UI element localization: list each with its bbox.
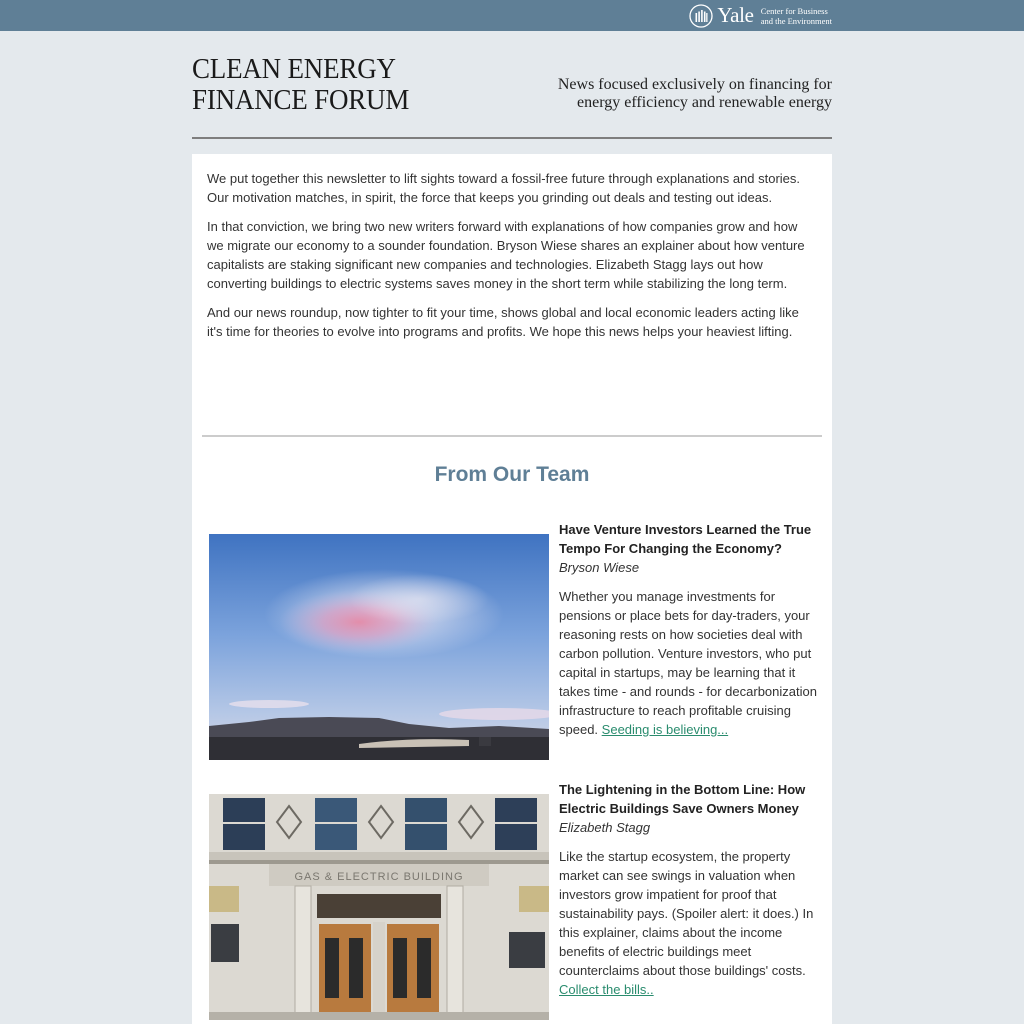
article-photo-building[interactable]: [209, 794, 549, 1020]
article-summary-text: Like the startup ecosystem, the property market can see swings in valuation when investors grow impatient for proof that sustainability pays. (Spoiler alert: it does.) In this explainer, claims about the income benefits of electric buildings meet counterclaims about those buildings' costs.: [559, 849, 814, 978]
article-author: Elizabeth Stagg: [559, 820, 651, 835]
section-divider: [202, 435, 822, 437]
building-sign: GAS & ELECTRIC BUILDING: [294, 871, 464, 883]
newsletter-title[interactable]: [192, 54, 409, 116]
article-summary-text: Whether you manage investments for pensions or place bets for day-traders, your reasoning rests on how societies deal with carbon pollution. Venture investors, who put capital in startups, may be learning that it takes time - and rounds - for decarbonization infrastructure to reach profitable cruising speed.: [559, 589, 817, 737]
building-facade-image: [209, 794, 549, 1020]
newsletter-title-line2: FINANCE FORUM: [192, 84, 410, 116]
article-photo-sky[interactable]: [209, 534, 549, 760]
yale-wordmark: Yale: [717, 3, 754, 27]
masthead: [192, 31, 832, 139]
tagline-line1: News focused exclusively on financing for: [557, 76, 832, 93]
sky-clouds-image: [209, 534, 549, 760]
top-bar: [0, 0, 1024, 31]
article-author: Bryson Wiese: [559, 560, 640, 575]
yale-subtitle: Center for Business and the Environment: [760, 5, 832, 26]
intro-paragraph: We put together this newsletter to lift sights toward a fossil-free future through explanations and stories. Our motivation matches, in spirit, the force that keeps you grinding out deals and testing out ideas.: [207, 171, 801, 205]
article-text: [559, 780, 821, 999]
article-headline[interactable]: Have Venture Investors Learned the True Tempo For Changing the Economy?: [559, 522, 812, 556]
read-more-link[interactable]: Collect the bills..: [559, 982, 654, 997]
article-summary: [559, 587, 821, 739]
tagline: [558, 76, 832, 112]
section-title: From Our Team: [434, 463, 590, 486]
newsletter-content: [192, 154, 832, 1024]
yale-logo[interactable]: [689, 1, 832, 30]
newsletter-title-line1: CLEAN ENERGY: [192, 53, 396, 85]
article-headline[interactable]: The Lightening in the Bottom Line: How Electric Buildings Save Owners Money: [559, 782, 806, 816]
article-text: [559, 520, 821, 739]
intro-paragraph: And our news roundup, now tighter to fit your time, shows global and local economic leaders acting like it's time for theories to evolve into programs and profits. We hope this news helps your heaviest lifting.: [207, 305, 799, 339]
read-more-link[interactable]: Seeding is believing...: [601, 722, 729, 737]
article-summary: [559, 847, 821, 999]
intro: [207, 169, 815, 351]
masthead-rule: [192, 137, 832, 139]
yale-seal-icon: [689, 4, 713, 28]
tagline-line2: energy efficiency and renewable energy: [577, 94, 832, 111]
intro-paragraph: In that conviction, we bring two new writers forward with explanations of how companies grow and how we migrate our economy to a sounder foundation. Bryson Wiese shares an explainer about how venture capitalists are staking significant new companies and technologies. Elizabeth Stagg lays out how converting buildings to electric systems saves money in the short term while stabilizing the long term.: [207, 219, 805, 291]
